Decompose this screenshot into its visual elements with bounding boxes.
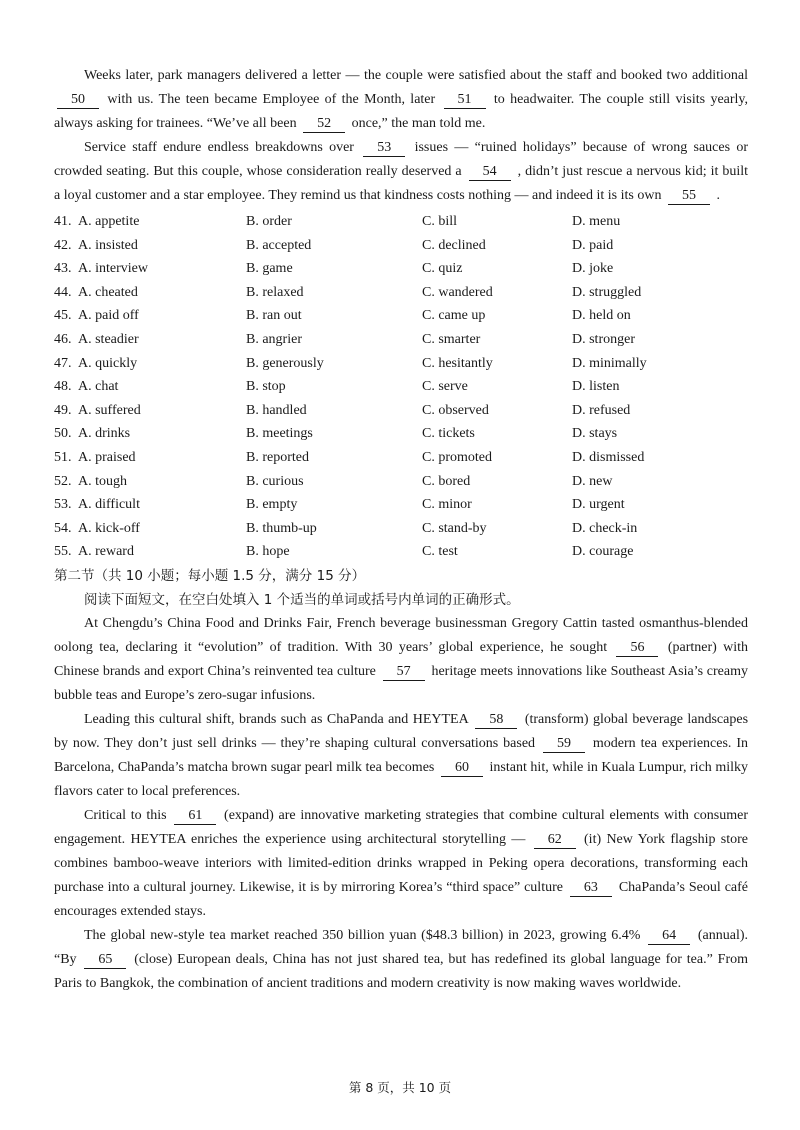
- option-a: A. difficult: [78, 497, 140, 513]
- passage2-paragraph-3: [54, 804, 748, 924]
- option-d: D. joke: [572, 261, 614, 277]
- option-b: B. curious: [246, 473, 304, 489]
- blank-59: 59: [543, 735, 585, 753]
- option-row-51: [54, 446, 748, 470]
- page-footer: 第 8 页，共 10 页: [348, 1080, 452, 1095]
- text: once,” the man told me.: [351, 116, 486, 131]
- option-row-44: [54, 281, 748, 305]
- option-c: C. serve: [422, 379, 468, 395]
- text: (annual). “By: [54, 927, 749, 967]
- text: (expand) are innovative marketing strategies that combine cultural elements with consumer engagement. HEYTEA enriches the experience using architectural storytelling —: [54, 807, 748, 847]
- option-b: B. reported: [246, 449, 309, 465]
- option-d: D. courage: [572, 544, 634, 560]
- option-row-54: [54, 517, 748, 541]
- question-number: 54.: [54, 520, 72, 536]
- option-row-45: [54, 304, 748, 328]
- question-number: 46.: [54, 331, 72, 347]
- question-number: 41.: [54, 214, 72, 229]
- option-d: D. stronger: [572, 331, 635, 347]
- option-row-52: [54, 470, 748, 494]
- option-c: C. bill: [422, 214, 458, 229]
- text: Critical to this: [84, 807, 167, 823]
- option-a: A. kick-off: [78, 520, 140, 536]
- exam-page: [54, 64, 748, 996]
- options-table: [54, 210, 748, 564]
- text: The global new-style tea market reached 350 billion yuan ($48.3 billion) in 2023, growing 6.4%: [84, 927, 641, 943]
- option-row-53: [54, 493, 748, 517]
- option-a: A. reward: [78, 544, 134, 560]
- option-c: C. declined: [422, 237, 486, 253]
- question-number: 47.: [54, 355, 72, 371]
- option-d: D. new: [572, 473, 613, 489]
- question-number: 55.: [54, 544, 72, 560]
- option-d: D. paid: [572, 237, 614, 253]
- question-number: 45.: [54, 308, 72, 324]
- option-b: B. empty: [246, 497, 298, 513]
- option-a: A. praised: [78, 449, 136, 465]
- option-b: B. relaxed: [246, 284, 304, 300]
- option-d: D. stays: [572, 426, 618, 442]
- option-row-46: [54, 328, 748, 352]
- blank-50: 50: [57, 91, 99, 109]
- option-b: B. meetings: [246, 426, 313, 442]
- text: to headwaiter. The couple still visits yearly, always asking for trainees. “We’ve all been: [54, 92, 749, 131]
- text: issues — “ruined holidays” because of wrong sauces or crowded seating. But this couple, whose consideration really deserved a: [54, 140, 749, 179]
- text: instant hit, while in Kuala Lumpur, rich milky flavors cater to local preferences.: [54, 759, 749, 799]
- option-row-47: [54, 352, 748, 376]
- text: Service staff endure endless breakdowns over: [84, 140, 354, 155]
- option-row-43: [54, 257, 748, 281]
- option-b: B. thumb-up: [246, 520, 317, 536]
- text: heritage meets innovations like Southeast Asia’s creamy bubble teas and Europe’s zero-sugar infusions.: [54, 663, 748, 703]
- option-d: D. check-in: [572, 520, 638, 536]
- option-b: B. handled: [246, 402, 307, 418]
- text: , didn’t just rescue a nervous kid; it built a loyal customer and a star employee. They remind us that kindness costs nothing — and indeed it is its own: [54, 164, 749, 203]
- option-d: D. held on: [572, 308, 631, 324]
- option-d: D. urgent: [572, 497, 625, 513]
- blank-62: 62: [534, 831, 576, 849]
- blank-60: 60: [441, 759, 483, 777]
- question-number: 53.: [54, 497, 72, 513]
- text: At Chengdu’s China Food and Drinks Fair, French beverage businessman Gregory Cattin tasted osmanthus-blended oolong tea, declaring it “evolution” of tradition. With 30 years’ global experience, he sought: [54, 615, 748, 655]
- option-row-48: [54, 375, 748, 399]
- question-number: 52.: [54, 473, 72, 489]
- option-d: D. minimally: [572, 355, 647, 371]
- option-c: C. came up: [422, 308, 486, 324]
- passage2-paragraph-2: [54, 708, 748, 804]
- blank-56: 56: [616, 639, 658, 657]
- option-b: B. angrier: [246, 331, 302, 347]
- option-row-41: [54, 210, 748, 234]
- text: (transform) global beverage landscapes by now. They don’t just sell drinks — they’re shaping cultural conversations based: [54, 711, 749, 751]
- blank-58: 58: [475, 711, 517, 729]
- option-b: B. accepted: [246, 237, 312, 253]
- option-a: A. drinks: [78, 426, 131, 442]
- passage2-paragraph-1: [54, 612, 748, 708]
- text: with us. The teen became Employee of the Month, later: [107, 92, 436, 107]
- option-c: C. quiz: [422, 261, 463, 277]
- option-a: A. insisted: [78, 237, 138, 253]
- section-title: 第二节（共 10 小题；每小题 1.5 分，满分 15 分）: [54, 567, 366, 584]
- option-c: C. smarter: [422, 331, 481, 347]
- option-a: A. appetite: [78, 214, 140, 229]
- blank-61: 61: [174, 807, 216, 825]
- option-d: D. struggled: [572, 284, 642, 300]
- option-row-42: [54, 234, 748, 258]
- text: (close) European deals, China has not just shared tea, but has redefined its global language for tea.” From Paris to Bangkok, the combination of ancient traditions and modern creativity is now making waves worldwide.: [54, 951, 748, 991]
- text: (partner) with Chinese brands and export China’s reinvented tea culture: [54, 639, 749, 679]
- option-row-50: [54, 422, 748, 446]
- blank-65: 65: [84, 951, 126, 969]
- blank-54: 54: [469, 163, 511, 181]
- option-c: C. observed: [422, 402, 489, 418]
- option-c: C. tickets: [422, 426, 475, 442]
- blank-64: 64: [648, 927, 690, 945]
- option-d: D. listen: [572, 379, 620, 395]
- option-c: C. wandered: [422, 284, 493, 300]
- passage1-paragraph-2: [54, 136, 748, 208]
- option-a: A. paid off: [78, 308, 139, 324]
- option-b: B. ran out: [246, 308, 302, 324]
- option-c: C. stand-by: [422, 520, 487, 536]
- option-c: C. bored: [422, 473, 471, 489]
- question-number: 51.: [54, 449, 72, 465]
- question-number: 44.: [54, 284, 72, 300]
- option-b: B. hope: [246, 544, 290, 560]
- section-instruction: 阅读下面短文，在空白处填入 1 个适当的单词或括号内单词的正确形式。: [84, 591, 520, 608]
- blank-57: 57: [383, 663, 425, 681]
- option-row-49: [54, 399, 748, 423]
- option-b: B. stop: [246, 379, 286, 395]
- blank-53: 53: [363, 139, 405, 157]
- blank-52: 52: [303, 115, 345, 133]
- blank-63: 63: [570, 879, 612, 897]
- text: Leading this cultural shift, brands such as ChaPanda and HEYTEA: [84, 711, 468, 727]
- text: .: [716, 188, 720, 203]
- option-b: B. game: [246, 261, 293, 277]
- question-number: 49.: [54, 402, 72, 418]
- option-a: A. chat: [78, 379, 119, 395]
- option-a: A. cheated: [78, 284, 138, 300]
- option-a: A. quickly: [78, 355, 138, 371]
- text: (it) New York flagship store combines bamboo-weave interiors with limited-edition drinks wrapped in Peking opera decorations, transforming each purchase into a cultural journey. Likewise, it is by mirroring Korea’s “third space” culture: [54, 831, 749, 895]
- question-number: 43.: [54, 261, 72, 277]
- option-row-55: [54, 540, 748, 564]
- text: ChaPanda’s Seoul café encourages extended stays.: [54, 879, 749, 919]
- option-a: A. tough: [78, 473, 127, 489]
- blank-55: 55: [668, 187, 710, 205]
- option-c: C. test: [422, 544, 458, 560]
- question-number: 50.: [54, 426, 72, 442]
- passage1-paragraph-1: [54, 64, 748, 136]
- blank-51: 51: [444, 91, 486, 109]
- option-a: A. interview: [78, 261, 148, 277]
- option-c: C. hesitantly: [422, 355, 493, 371]
- option-a: A. steadier: [78, 331, 139, 347]
- text: Weeks later, park managers delivered a letter — the couple were satisfied about the staff and booked two additional: [84, 68, 748, 83]
- passage2-paragraph-4: [54, 924, 748, 996]
- question-number: 42.: [54, 237, 72, 253]
- question-number: 48.: [54, 379, 72, 395]
- option-b: B. generously: [246, 355, 324, 371]
- text: modern tea experiences. In Barcelona, ChaPanda’s matcha brown sugar pearl milk tea becomes: [54, 735, 748, 775]
- option-c: C. minor: [422, 497, 472, 513]
- option-d: D. dismissed: [572, 449, 645, 465]
- option-d: D. refused: [572, 402, 631, 418]
- option-b: B. order: [246, 214, 292, 229]
- option-c: C. promoted: [422, 449, 492, 465]
- option-a: A. suffered: [78, 402, 141, 418]
- option-d: D. menu: [572, 214, 621, 229]
